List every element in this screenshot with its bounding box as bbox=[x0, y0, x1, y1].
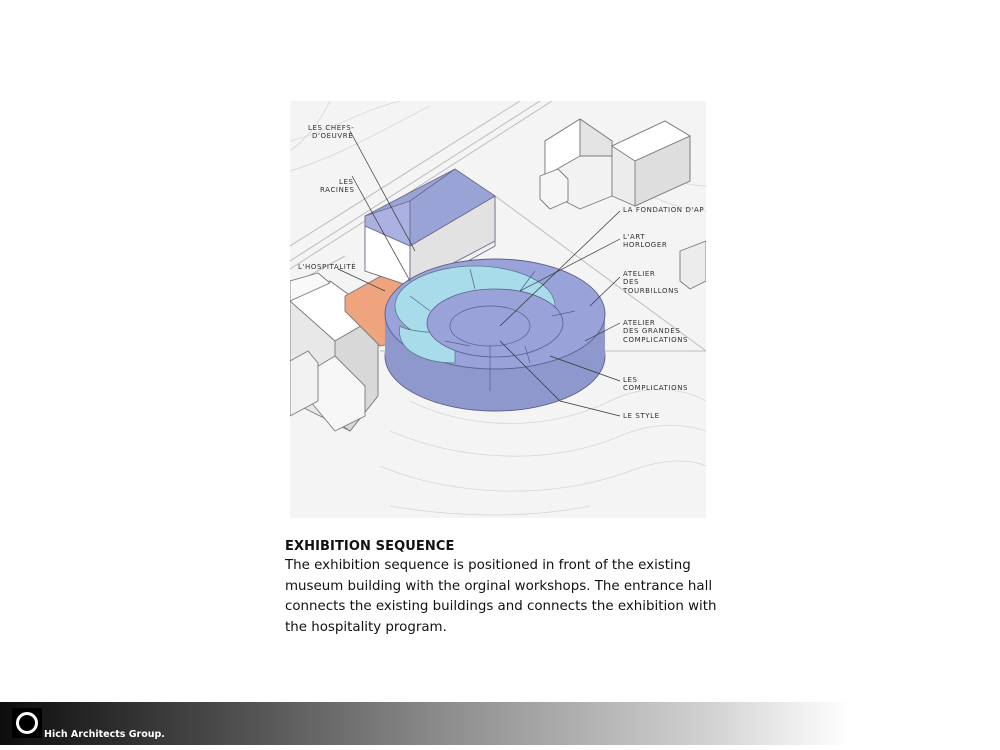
label-chefs-line2: D'OEUVRE bbox=[312, 132, 354, 140]
label-style: LE STYLE bbox=[623, 412, 660, 420]
label-racines-line1: LES bbox=[339, 178, 354, 186]
spiral-exhibition bbox=[385, 259, 605, 411]
label-tourbillons-line3: TOURBILLONS bbox=[623, 287, 679, 295]
caption-title: EXHIBITION SEQUENCE bbox=[285, 539, 455, 554]
logo-icon bbox=[12, 708, 42, 738]
diagram-svg bbox=[290, 101, 706, 518]
logo-ring bbox=[16, 712, 38, 734]
caption-body: The exhibition sequence is positioned in front of the existing museum building with the orginal workshops. The entrance hall connects the existing buildings and connects the exhibition with the hospitality program. bbox=[285, 558, 717, 635]
axonometric-diagram bbox=[290, 101, 706, 518]
label-fondation: LA FONDATION D'AP bbox=[623, 206, 705, 214]
label-grandes-line3: COMPLICATIONS bbox=[623, 336, 689, 344]
brand-name: Hich Architects Group. bbox=[44, 729, 165, 740]
label-complications-line1: LES bbox=[623, 376, 638, 384]
label-art-line1: L'ART bbox=[623, 233, 646, 241]
label-complications-line2: COMPLICATIONS bbox=[623, 384, 689, 392]
label-grandes-line2: DES GRANDES bbox=[623, 327, 681, 335]
label-tourbillons-line1: ATELIER bbox=[623, 270, 656, 278]
label-chefs-line1: LES CHEFS- bbox=[308, 124, 355, 132]
label-tourbillons-line2: DES bbox=[623, 278, 640, 286]
label-grandes-line1: ATELIER bbox=[623, 319, 656, 327]
label-art-line2: HORLOGER bbox=[623, 241, 668, 249]
label-hospitalite: L'HOSPITALITÉ bbox=[298, 263, 357, 271]
label-racines-line2: RACINES bbox=[320, 186, 355, 194]
caption bbox=[285, 538, 735, 638]
